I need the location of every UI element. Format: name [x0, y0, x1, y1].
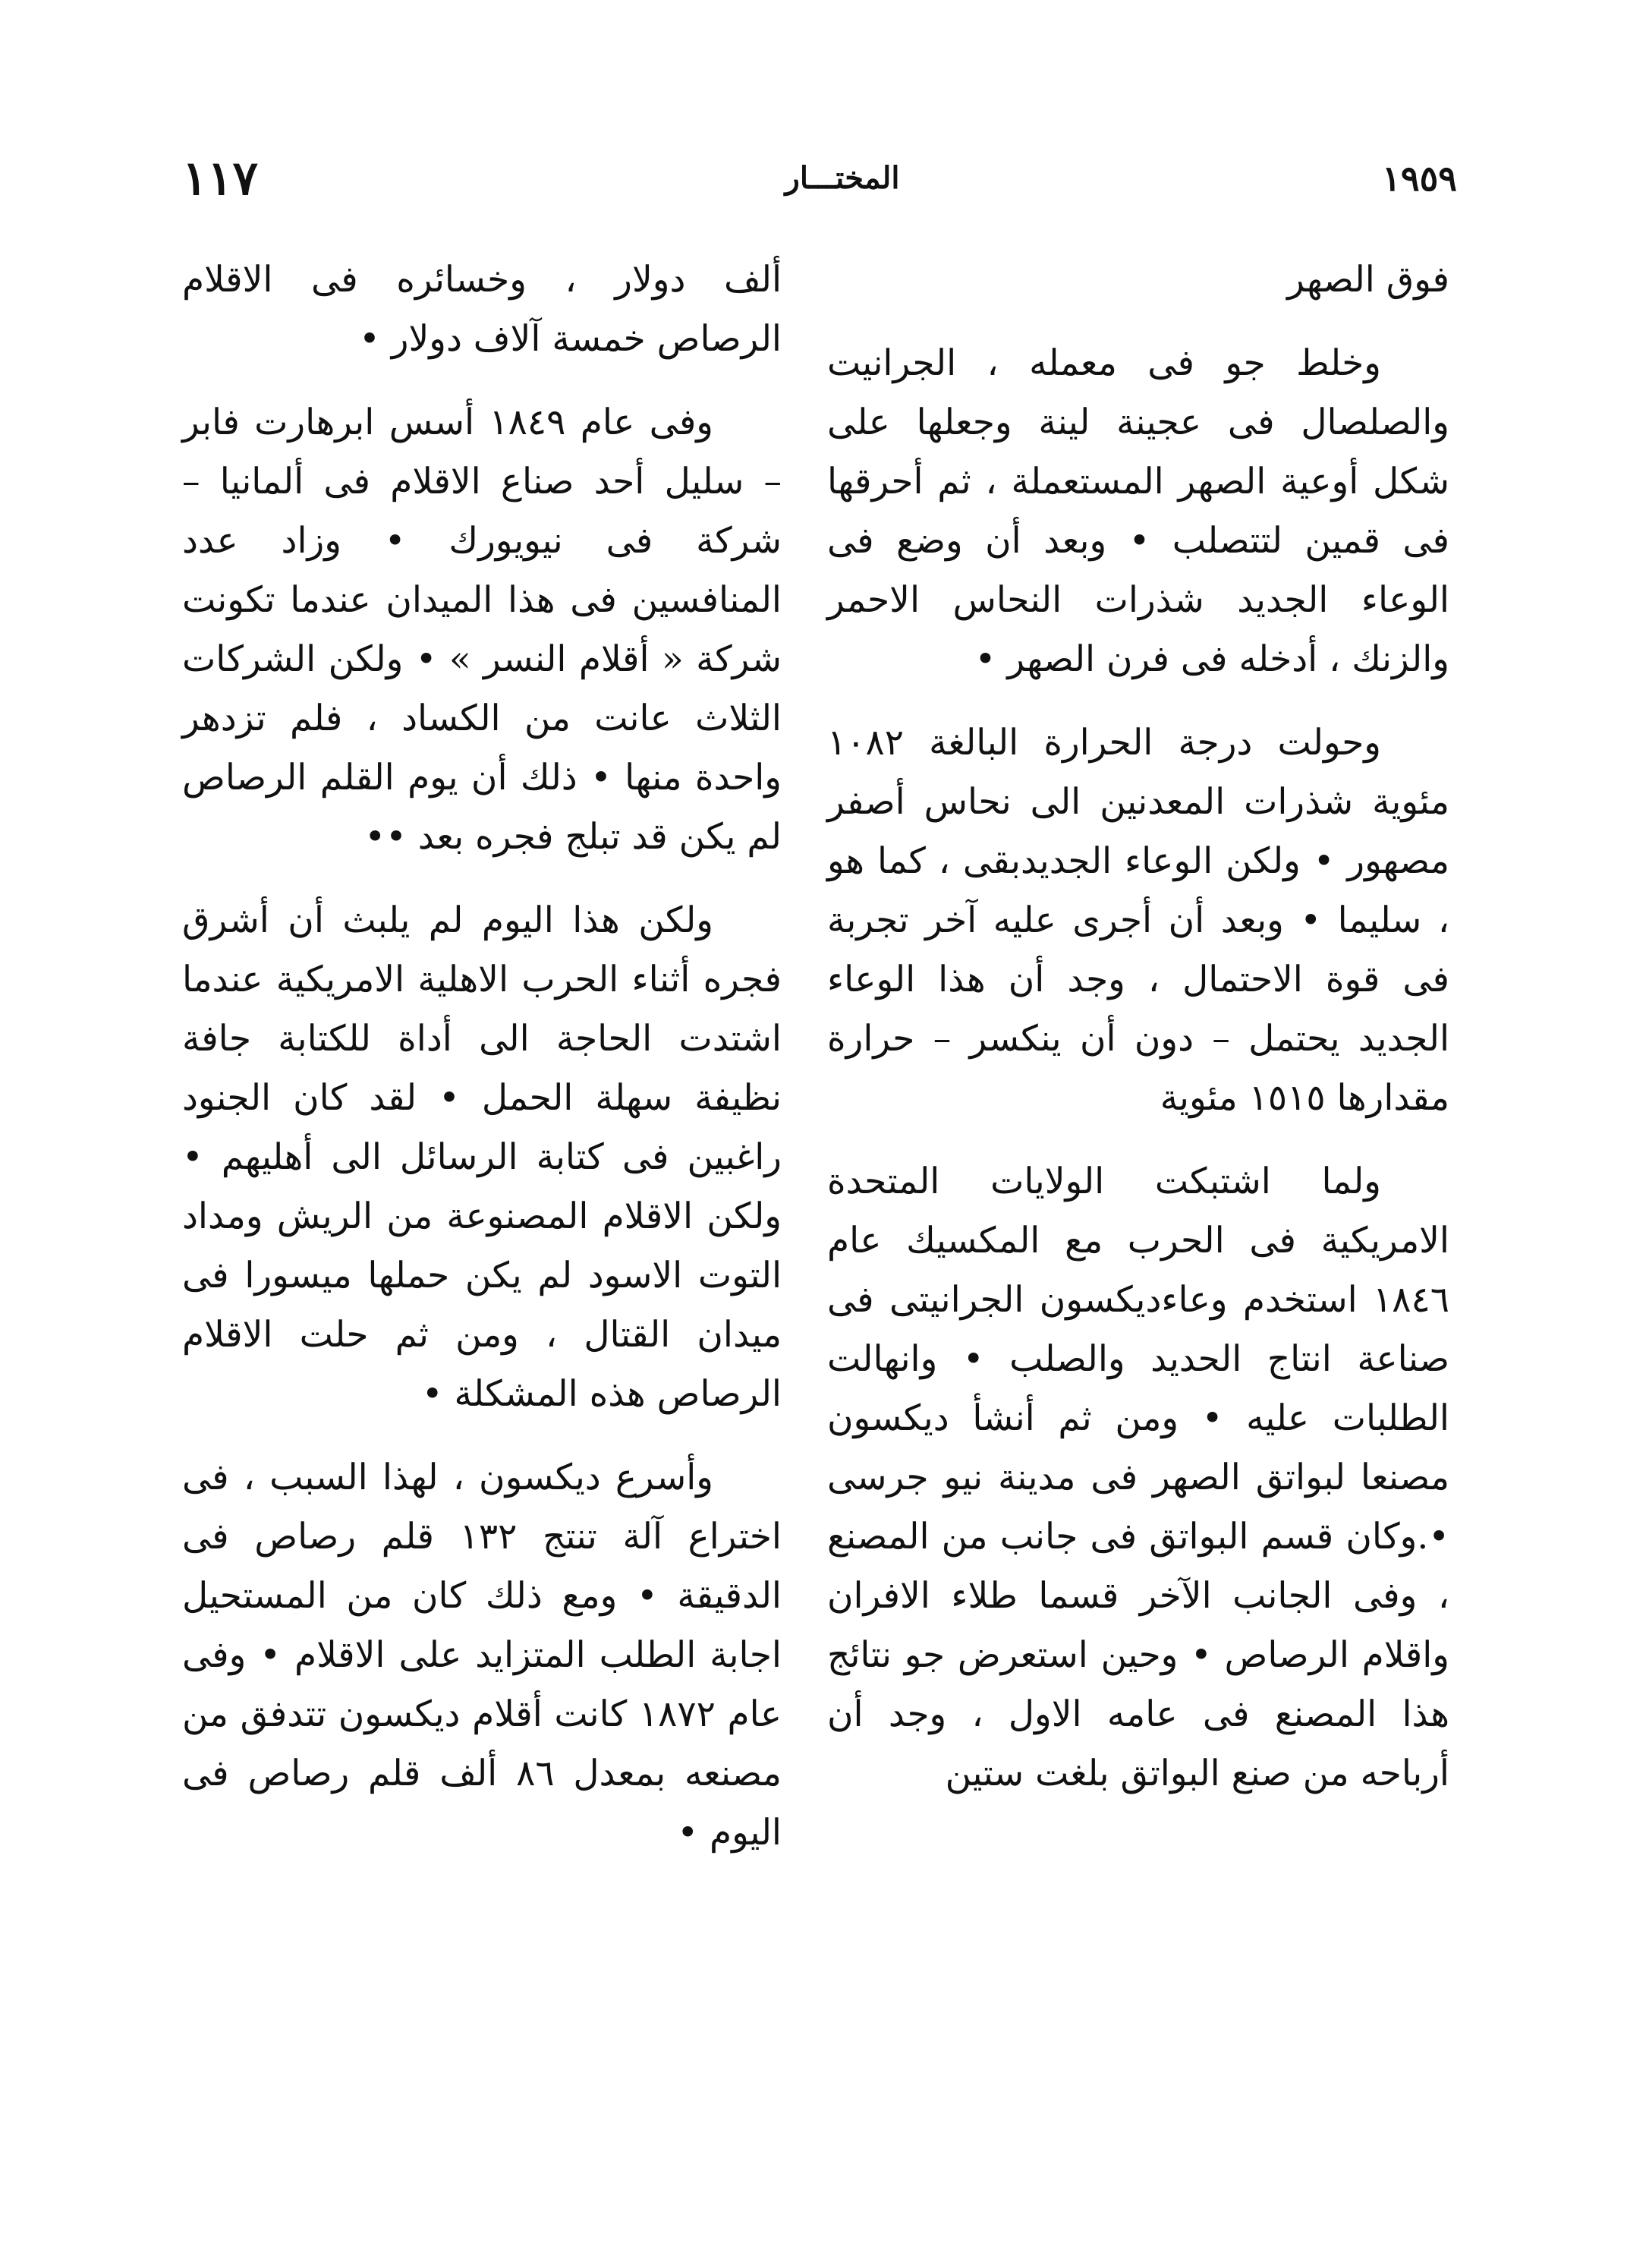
page-header	[182, 137, 1457, 220]
section-heading: فوق الصهر	[1287, 259, 1449, 301]
paragraph: ولما اشتبكت الولايات المتحدة الامريكية فى الحرب مع المكسيك عام ١٨٤٦ استخدم وعاءديكسون الجرانيتى فى صناعة انتاج الحديد والصلب • وانهالت الطلبات عليه • ومن ثم أنشأ ديكسون مصنعا لبواتق الصهر فى مدينة نيو جرسى •.وكان قسم البواتق فى جانب من المصنع ، وفى الجانب الآخر قسما طلاء الافران واقلام الرصاص • وحين استعرض جو نتائج هذا المصنع فى عامه الاول ، وجد أن أرباحه من صنع البواتق بلغت ستين	[827, 1161, 1449, 1794]
paragraph: وأسرع ديكسون ، لهذا السبب ، فى اختراع آلة تنتج ١٣٢ قلم رصاص فى الدقيقة • ومع ذلك كان من المستحيل اجابة الطلب المتزايد على الاقلام • وفى عام ١٨٧٢ كانت أقلام ديكسون تتدفق من مصنعه بمعدل ٨٦ ألف قلم رصاص فى اليوم •	[182, 1457, 782, 1854]
magazine-title: المختـــار	[785, 160, 900, 196]
paragraph: وحولت درجة الحرارة البالغة ١٠٨٢ مئوية شذرات المعدنين الى نحاس أصفر مصهور • ولكن الوعاء الجديدبقى ، كما هو ، سليما • وبعد أن أجرى عليه آخر تجربة فى قوة الاحتمال ، وجد أن هذا الوعاء الجديد يحتمل – دون أن ينكسر – حرارة مقدارها ١٥١٥ مئوية	[827, 722, 1449, 1119]
left-column	[182, 250, 782, 1887]
paragraph-continued: ألف دولار ، وخسائره فى الاقلام الرصاص خمسة آلاف دولار •	[182, 259, 782, 360]
right-column	[827, 250, 1449, 1828]
paragraph: وفى عام ١٨٤٩ أسس ابرهارت فابر – سليل أحد صناع الاقلام فى ألمانيا – شركة فى نيويورك • وزاد عدد المنافسين فى هذا الميدان عندما تكونت شركة « أقلام النسر » • ولكن الشركات الثلاث عانت من الكساد ، فلم تزدهر واحدة منها • ذلك أن يوم القلم الرصاص لم يكن قد تبلج فجره بعد ••	[182, 402, 782, 858]
issue-year: ١٩٥٩	[1382, 158, 1457, 199]
paragraph: وخلط جو فى معمله ، الجرانيت والصلصال فى عجينة لينة وجعلها على شكل أوعية الصهر المستعملة ، ثم أحرقها فى قمين لتتصلب • وبعد أن وضع فى الوعاء الجديد شذرات النحاس الاحمر والزنك ، أدخله فى فرن الصهر •	[827, 342, 1449, 680]
page-number: ١١٧	[182, 150, 258, 206]
paragraph: ولكن هذا اليوم لم يلبث أن أشرق فجره أثناء الحرب الاهلية الامريكية عندما اشتدت الحاجة الى أداة للكتابة جافة نظيفة سهلة الحمل • لقد كان الجنود راغبين فى كتابة الرسائل الى أهليهم • ولكن الاقلام المصنوعة من الريش ومداد التوت الاسود لم يكن حملها ميسورا فى ميدان القتال ، ومن ثم حلت الاقلام الرصاص هذه المشكلة •	[182, 899, 782, 1415]
